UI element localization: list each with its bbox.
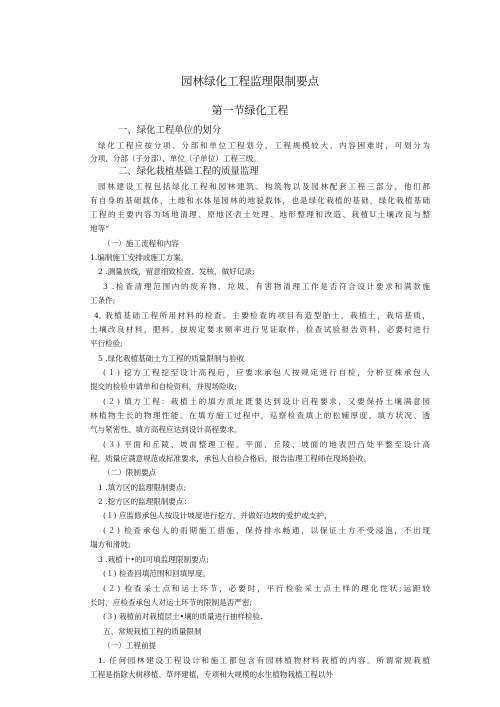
text-line: (２) 检查采土点和运土环节，必要时，平行检验采土点土样的理化性状;运距较 — [103, 584, 430, 593]
text-line: 工程是指除大树移植、草坪建植，专项和大规模的水生植物栽植工程以外 — [90, 670, 333, 679]
text-line: 长时，应检查承包人对运土环节的限制是否严密; — [90, 598, 253, 607]
text-line: （二）限制要点 — [103, 468, 157, 477]
text-line: 1.编制施工安排或施工方案。 — [90, 253, 189, 262]
text-line: 塌方和滑坡; — [90, 540, 131, 549]
text-line: 1. 任何园林建设工程设计和施工都包含有园林植物材料栽植的内容。所谓常规栽植 — [98, 656, 430, 665]
text-line: 4, 栽植基础工程所用材料的检查。主要检查的项目有造型胎土，栽植土，栽培基质， — [94, 311, 430, 320]
text-line: 土壤改良材料，肥料，按规定要求频率进行见证取样，检查试验报告资料，必要时进行 — [90, 325, 430, 334]
text-line: （一）工程前提 — [103, 641, 157, 650]
text-line: 平行检验; — [90, 339, 123, 348]
text-line: 程，质量应满意规范或标准要求，承包人自检合格后，报告监理工程师在现场验收。 — [90, 454, 371, 463]
text-line: (３) 栽植前对栽植层土•壤的质量进行抽样检验. — [103, 612, 263, 621]
text-line: 林植物生长的物理性能。在填方施工过程中，巡察检查填上的松辅厚度、填方状况、透 — [90, 411, 430, 420]
text-line: 园林建设工程包括绿化工程和园林建筑、构筑物以及园林配套工程三部分，他们都 — [98, 182, 430, 191]
text-line: 3 .栽植十•的I可填监理限制要点; — [98, 555, 209, 564]
document-title: 园林绿化工程监理限制要点 — [181, 74, 319, 88]
text-line: （一）施工流程和内容 — [103, 239, 179, 248]
text-line: (２) 填方工程：栽植土的填方质址既要达到设计启程要求，又要保持土壤满意园 — [103, 397, 430, 406]
text-line: 气与紧密性、填方高程应达到设计高程要求。 — [90, 425, 242, 434]
text-line: 2 .测量放线，留意细致检查、发核，做好记录; — [98, 267, 255, 276]
text-line: (１) 检查回填范围和回填厚度。 — [103, 569, 211, 578]
text-line: (２) 检查承包人的雨期施工措施，保持排水畅通，以保证土方不受浸泡，不出现 — [103, 526, 430, 535]
text-line: 分项、分部（子分部）、单位（子单位）工程三级。 — [90, 154, 261, 163]
text-line: (１) 挖方工程挖至设计高程后，应要求承包人按规定进行自检，分析豆株承包人 — [103, 368, 430, 377]
text-line: 工条件; — [90, 296, 116, 305]
text-line: 1 .填方区的监理限制要点; — [98, 483, 187, 492]
text-line: 有自身的基础载体，土地和水体是园林的地貌载体，也是绿化栽植的基础，绿化栽植基础 — [90, 196, 430, 205]
text-line: 提交的检验申请单和自检资料，并现场险收; — [90, 382, 237, 391]
chapter-title: 第一节绿化工程 — [211, 104, 289, 117]
text-line: (３) 平面和丘陵、坡面整理工程。平面、丘陵、坡面的地表凹凸处平整至设计高 — [103, 440, 430, 449]
text-line: 地等“ — [90, 224, 110, 233]
text-line: 五、常规栽植工程的质量限制 — [103, 627, 202, 636]
text-line: 绿化工程应按分项、分部和单位工程划分，工程规模较大、内容困难时，可划分为 — [98, 141, 430, 150]
text-line: 5 .绿化栽植基础土方工程的质量限制与验收 — [98, 354, 245, 363]
section-heading: 二、绿化栽植基础工程的质量监理 — [118, 166, 259, 177]
text-line: 2 .挖方区的监理限制要点： — [98, 497, 192, 506]
text-line: (１) 应监修承包人按设计坡度进行挖方，并做好边坡的爱护或支护， — [103, 511, 332, 520]
section-heading: 一、绿化工程单位的划分 — [118, 125, 222, 136]
text-line: 工程的主要内容为场地清理、原地区表土处理、地形整理和改造、栽植U土壤改良与整 — [90, 210, 430, 219]
text-line: 3 .检查清理范围内的废弃物、垃圾、有害物清理工作是否符合设计要求和满款施 — [103, 282, 430, 291]
